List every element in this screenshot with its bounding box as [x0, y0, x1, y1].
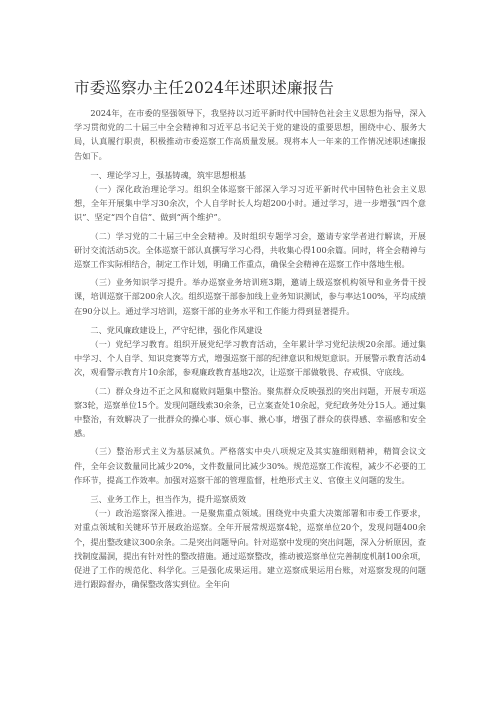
section-heading-1: 一、理论学习上，强基铸魂，筑牢思想根基	[90, 169, 246, 180]
paragraph-2-1: （一）党纪学习教育。组织开展党纪学习教育活动，全年累计学习党纪法规20余部。通过集中学习、个人自学、知识竞赛等方式，增强巡察干部的纪律意识和规矩意识。开展警示教育活动4次，观看警示教育片10余部，参观廉政教育基地2次，让巡察干部做敬畏、存戒惧、守底线。	[74, 339, 426, 378]
paragraph-2-3: （三）整治形式主义为基层减负。严格落实中央八项规定及其实施细则精神，精简会议文件，全年会议数量同比减少20%，文件数量同比减少30%。规范巡察工作流程，减少不必要的工作环节，提高工作效率。加强对巡察干部的管理监督，杜绝形式主义、官僚主义问题的发生。	[74, 446, 426, 485]
paragraph-1-1: （一）深化政治理论学习。组织全体巡察干部深入学习习近平新时代中国特色社会主义思想，全年开展集中学习30余次，个人自学时长人均超200小时。通过学习，进一步增强“四个意识”、坚定“四个自信”、做到“两个维护”。	[74, 184, 426, 223]
section-heading-3: 三、业务工作上，担当作为，提升巡察质效	[90, 494, 246, 505]
section-heading-2: 二、党风廉政建设上，严守纪律，强化作风建设	[90, 324, 263, 335]
paragraph-2-2: （二）群众身边不正之风和腐败问题集中整治。聚焦群众反映强烈的突出问题，开展专项巡察3轮，巡察单位15个。发现问题线索30余条，已立案查处10余起，党纪政务处分15人。通过集中整治，有效解决了一批群众的操心事、烦心事、揪心事，增强了群众的获得感、幸福感和安全感。	[74, 385, 426, 439]
intro-paragraph: 2024年，在市委的坚强领导下，我坚持以习近平新时代中国特色社会主义思想为指导，深入学习贯彻党的二十届三中全会精神和习近平总书记关于党的建设的重要思想，围绕中心、服务大局，认真履行职责，积极推动市委巡察工作高质量发展。现将本人一年来的工作情况述职述廉报告如下。	[74, 108, 426, 161]
paragraph-1-2: （二）学习党的二十届三中全会精神。及时组织专题学习会，邀请专家学者进行解读，开展研讨交流活动5次。全体巡察干部认真撰写学习心得，共收集心得100余篇。同时，将全会精神与巡察工作实际相结合，制定工作计划，明确工作重点，确保全会精神在巡察工作中落地生根。	[74, 230, 426, 270]
paragraph-3-1: （一）政治巡察深入推进。一是聚焦重点领域。围绕党中央重大决策部署和市委工作要求，对重点领域和关键环节开展政治巡察。全年开展常规巡察4轮，巡察单位20个，发现问题400余个，提出整改建议300余条。二是突出问题导向。针对巡察中发现的突出问题，深入分析原因，查找制度漏洞，提出有针对性的整改措施。通过巡察整改，推动被巡察单位完善制度机制100余项，促进了工作的规范化、科学化。三是强化成果运用。建立巡察成果运用台账，对巡察发现的问题进行跟踪督办，确保整改落实到位。全年向	[74, 508, 426, 590]
paragraph-1-3: （三）业务知识学习提升。举办巡察业务培训班3期，邀请上级巡察机构领导和业务骨干授课，培训巡察干部200余人次。组织巡察干部参加线上业务知识测试，参与率达100%，平均成绩在90分以上。通过学习培训，巡察干部的业务水平和工作能力得到显著提升。	[74, 277, 426, 316]
document-title: 市委巡察办主任2024年述职述廉报告	[74, 79, 335, 97]
